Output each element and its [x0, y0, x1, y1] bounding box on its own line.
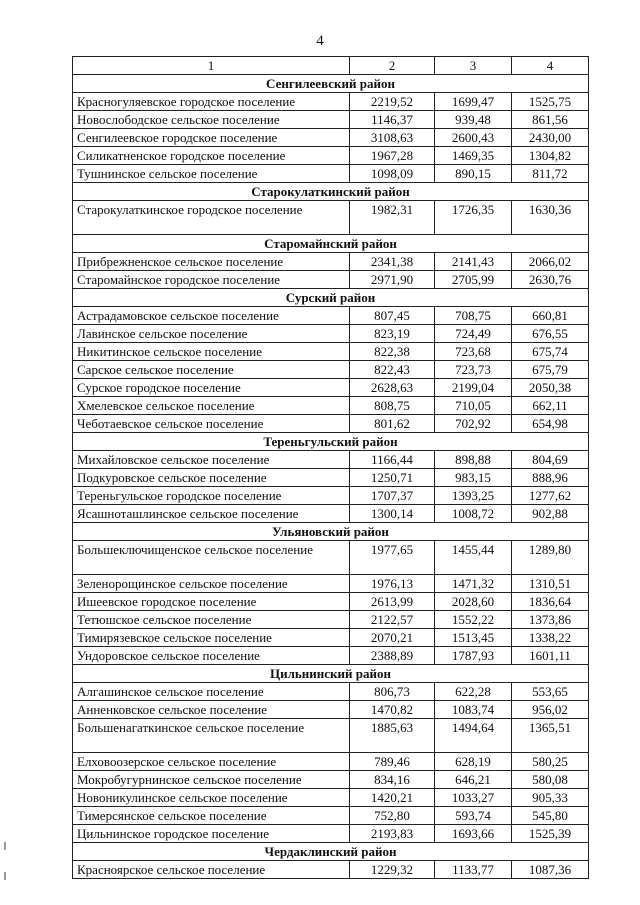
- value-cell: 905,33: [512, 789, 589, 807]
- value-cell: 1707,37: [350, 487, 435, 505]
- value-cell: 1033,27: [435, 789, 512, 807]
- table-row: [73, 789, 589, 807]
- value-cell: 675,79: [512, 361, 589, 379]
- value-cell: 822,38: [350, 343, 435, 361]
- district-name: Ульяновский район: [73, 523, 589, 541]
- value-cell: 723,68: [435, 343, 512, 361]
- settlement-name: Тереньгульское городское поселение: [73, 487, 350, 505]
- value-cell: 2193,83: [350, 825, 435, 843]
- settlement-name: Большенагаткинское сельское поселение: [73, 719, 350, 753]
- value-cell: 2028,60: [435, 593, 512, 611]
- settlement-name: Ундоровское сельское поселение: [73, 647, 350, 665]
- settlement-name: Цильнинское городское поселение: [73, 825, 350, 843]
- district-row: [73, 843, 589, 861]
- table-row: [73, 719, 589, 753]
- value-cell: 646,21: [435, 771, 512, 789]
- value-cell: 902,88: [512, 505, 589, 523]
- district-name: Сенгилеевский район: [73, 75, 589, 93]
- value-cell: 2628,63: [350, 379, 435, 397]
- settlement-name: Новоникулинское сельское поселение: [73, 789, 350, 807]
- value-cell: 888,96: [512, 469, 589, 487]
- value-cell: 2066,02: [512, 253, 589, 271]
- settlement-name: Ишеевское городское поселение: [73, 593, 350, 611]
- value-cell: 628,19: [435, 753, 512, 771]
- value-cell: 1470,82: [350, 701, 435, 719]
- value-cell: 2199,04: [435, 379, 512, 397]
- table-row: [73, 361, 589, 379]
- value-cell: 1300,14: [350, 505, 435, 523]
- table-row: [73, 771, 589, 789]
- settlement-name: Алгашинское сельское поселение: [73, 683, 350, 701]
- settlement-name: Чеботаевское сельское поселение: [73, 415, 350, 433]
- value-cell: 622,28: [435, 683, 512, 701]
- value-cell: 939,48: [435, 111, 512, 129]
- settlement-name: Михайловское сельское поселение: [73, 451, 350, 469]
- settlement-name: Старокулаткинское городское поселение: [73, 201, 350, 235]
- value-cell: 1630,36: [512, 201, 589, 235]
- settlement-name: Тимерсянское сельское поселение: [73, 807, 350, 825]
- value-cell: 1525,75: [512, 93, 589, 111]
- value-cell: 1098,09: [350, 165, 435, 183]
- district-name: Тереньгульский район: [73, 433, 589, 451]
- value-cell: 660,81: [512, 307, 589, 325]
- value-cell: 1455,44: [435, 541, 512, 575]
- value-cell: 2070,21: [350, 629, 435, 647]
- settlement-name: Новослободское сельское поселение: [73, 111, 350, 129]
- value-cell: 724,49: [435, 325, 512, 343]
- value-cell: 807,45: [350, 307, 435, 325]
- table-row: [73, 861, 589, 879]
- value-cell: 676,55: [512, 325, 589, 343]
- value-cell: 2600,43: [435, 129, 512, 147]
- table-row: [73, 487, 589, 505]
- value-cell: 1393,25: [435, 487, 512, 505]
- value-cell: 1289,80: [512, 541, 589, 575]
- scan-artifact: [4, 842, 6, 850]
- value-cell: 1146,37: [350, 111, 435, 129]
- settlement-name: Анненковское сельское поселение: [73, 701, 350, 719]
- settlement-name: Зеленорощинское сельское поселение: [73, 575, 350, 593]
- district-row: [73, 665, 589, 683]
- table-row: [73, 111, 589, 129]
- column-header: 2: [350, 57, 435, 75]
- page-number: 4: [316, 33, 324, 49]
- table-row: [73, 379, 589, 397]
- value-cell: 1976,13: [350, 575, 435, 593]
- settlement-name: Тетюшское сельское поселение: [73, 611, 350, 629]
- settlement-name: Красноярское сельское поселение: [73, 861, 350, 879]
- value-cell: 1977,65: [350, 541, 435, 575]
- table-row: [73, 701, 589, 719]
- value-cell: 956,02: [512, 701, 589, 719]
- value-cell: 1494,64: [435, 719, 512, 753]
- value-cell: 1166,44: [350, 451, 435, 469]
- table-row: [73, 611, 589, 629]
- settlement-name: Астрадамовское сельское поселение: [73, 307, 350, 325]
- value-cell: 1304,82: [512, 147, 589, 165]
- district-row: [73, 183, 589, 201]
- value-cell: 789,46: [350, 753, 435, 771]
- settlement-name: Тимирязевское сельское поселение: [73, 629, 350, 647]
- value-cell: 702,92: [435, 415, 512, 433]
- value-cell: 1365,51: [512, 719, 589, 753]
- value-cell: 1277,62: [512, 487, 589, 505]
- column-header: 4: [512, 57, 589, 75]
- table-row: [73, 807, 589, 825]
- settlement-name: Сенгилеевское городское поселение: [73, 129, 350, 147]
- value-cell: 1229,32: [350, 861, 435, 879]
- value-cell: 1601,11: [512, 647, 589, 665]
- table-row: [73, 541, 589, 575]
- settlement-name: Ясашноташлинское сельское поселение: [73, 505, 350, 523]
- value-cell: 804,69: [512, 451, 589, 469]
- value-cell: 1250,71: [350, 469, 435, 487]
- table-row: [73, 647, 589, 665]
- value-cell: 1552,22: [435, 611, 512, 629]
- value-cell: 1083,74: [435, 701, 512, 719]
- value-cell: 1471,32: [435, 575, 512, 593]
- value-cell: 808,75: [350, 397, 435, 415]
- table-row: [73, 469, 589, 487]
- table-row: [73, 593, 589, 611]
- table-row: [73, 505, 589, 523]
- value-cell: 2219,52: [350, 93, 435, 111]
- value-cell: 654,98: [512, 415, 589, 433]
- value-cell: 2705,99: [435, 271, 512, 289]
- value-cell: 3108,63: [350, 129, 435, 147]
- value-cell: 823,19: [350, 325, 435, 343]
- value-cell: 580,25: [512, 753, 589, 771]
- settlement-name: Сарское сельское поселение: [73, 361, 350, 379]
- value-cell: 861,56: [512, 111, 589, 129]
- settlement-name: Сурское городское поселение: [73, 379, 350, 397]
- value-cell: 898,88: [435, 451, 512, 469]
- district-name: Чердаклинский район: [73, 843, 589, 861]
- value-cell: 1836,64: [512, 593, 589, 611]
- district-row: [73, 523, 589, 541]
- value-cell: 1338,22: [512, 629, 589, 647]
- value-cell: 723,73: [435, 361, 512, 379]
- settlement-name: Елховоозерское сельское поселение: [73, 753, 350, 771]
- value-cell: 1885,63: [350, 719, 435, 753]
- settlement-name: Подкуровское сельское поселение: [73, 469, 350, 487]
- table-row: [73, 415, 589, 433]
- value-cell: 2141,43: [435, 253, 512, 271]
- value-cell: 752,80: [350, 807, 435, 825]
- district-row: [73, 289, 589, 307]
- district-row: [73, 75, 589, 93]
- scan-artifact: [4, 872, 6, 880]
- value-cell: 710,05: [435, 397, 512, 415]
- settlement-name: Лавинское сельское поселение: [73, 325, 350, 343]
- column-header: 3: [435, 57, 512, 75]
- table-row: [73, 271, 589, 289]
- district-row: [73, 235, 589, 253]
- value-cell: 1525,39: [512, 825, 589, 843]
- table-row: [73, 253, 589, 271]
- value-cell: 1008,72: [435, 505, 512, 523]
- table-row: [73, 397, 589, 415]
- table-row: [73, 129, 589, 147]
- table-row: [73, 629, 589, 647]
- value-cell: 593,74: [435, 807, 512, 825]
- value-cell: 1726,35: [435, 201, 512, 235]
- table-row: [73, 825, 589, 843]
- value-cell: 811,72: [512, 165, 589, 183]
- value-cell: 553,65: [512, 683, 589, 701]
- value-cell: 2630,76: [512, 271, 589, 289]
- district-name: Сурский район: [73, 289, 589, 307]
- data-table: [72, 56, 589, 879]
- value-cell: 1373,86: [512, 611, 589, 629]
- value-cell: 1310,51: [512, 575, 589, 593]
- table-row: [73, 451, 589, 469]
- value-cell: 1693,66: [435, 825, 512, 843]
- district-name: Старомайнский район: [73, 235, 589, 253]
- settlement-name: Прибрежненское сельское поселение: [73, 253, 350, 271]
- value-cell: 801,62: [350, 415, 435, 433]
- settlement-name: Большеключищенское сельское поселение: [73, 541, 350, 575]
- value-cell: 1513,45: [435, 629, 512, 647]
- settlement-name: Хмелевское сельское поселение: [73, 397, 350, 415]
- value-cell: 662,11: [512, 397, 589, 415]
- value-cell: 1787,93: [435, 647, 512, 665]
- settlement-name: Силикатненское городское поселение: [73, 147, 350, 165]
- table-row: [73, 307, 589, 325]
- value-cell: 1087,36: [512, 861, 589, 879]
- district-name: Цильнинский район: [73, 665, 589, 683]
- value-cell: 1982,31: [350, 201, 435, 235]
- value-cell: 1967,28: [350, 147, 435, 165]
- table-row: [73, 343, 589, 361]
- value-cell: 2971,90: [350, 271, 435, 289]
- table-row: [73, 201, 589, 235]
- table-row: [73, 147, 589, 165]
- district-row: [73, 433, 589, 451]
- table-body: [73, 75, 589, 879]
- header-row: [73, 57, 589, 75]
- settlement-name: Тушнинское сельское поселение: [73, 165, 350, 183]
- value-cell: 2430,00: [512, 129, 589, 147]
- value-cell: 2341,38: [350, 253, 435, 271]
- value-cell: 545,80: [512, 807, 589, 825]
- table-row: [73, 93, 589, 111]
- column-header: 1: [73, 57, 350, 75]
- table-row: [73, 683, 589, 701]
- table-row: [73, 575, 589, 593]
- value-cell: 1699,47: [435, 93, 512, 111]
- value-cell: 834,16: [350, 771, 435, 789]
- settlement-name: Старомайнское городское поселение: [73, 271, 350, 289]
- settlement-name: Мокробугурнинское сельское поселение: [73, 771, 350, 789]
- table-row: [73, 165, 589, 183]
- table-row: [73, 753, 589, 771]
- value-cell: 1469,35: [435, 147, 512, 165]
- value-cell: 806,73: [350, 683, 435, 701]
- value-cell: 1133,77: [435, 861, 512, 879]
- value-cell: 890,15: [435, 165, 512, 183]
- value-cell: 822,43: [350, 361, 435, 379]
- value-cell: 1420,21: [350, 789, 435, 807]
- value-cell: 2388,89: [350, 647, 435, 665]
- settlement-name: Красногуляевское городское поселение: [73, 93, 350, 111]
- district-name: Старокулаткинский район: [73, 183, 589, 201]
- value-cell: 2050,38: [512, 379, 589, 397]
- value-cell: 675,74: [512, 343, 589, 361]
- value-cell: 983,15: [435, 469, 512, 487]
- value-cell: 2613,99: [350, 593, 435, 611]
- value-cell: 708,75: [435, 307, 512, 325]
- value-cell: 2122,57: [350, 611, 435, 629]
- settlement-name: Никитинское сельское поселение: [73, 343, 350, 361]
- value-cell: 580,08: [512, 771, 589, 789]
- table-row: [73, 325, 589, 343]
